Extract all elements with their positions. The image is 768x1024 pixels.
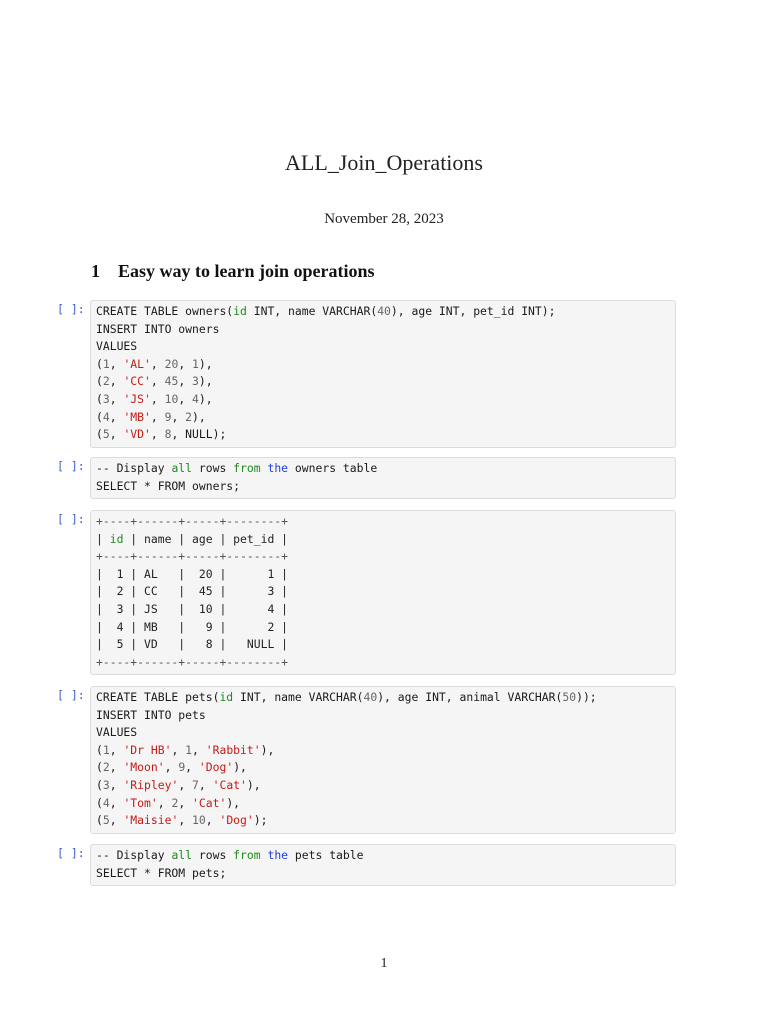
code-token: 2	[102, 374, 110, 389]
output-box	[90, 510, 676, 675]
code-token: SELECT * FROM owners;	[96, 478, 241, 493]
cell-prompt: [ ]:	[57, 688, 85, 702]
page-number: 1	[380, 956, 388, 971]
code-token: (	[96, 795, 103, 810]
code-token: ,	[178, 374, 193, 389]
code-token: ),	[260, 742, 275, 757]
code-token: 1	[185, 742, 193, 757]
code-token: ,	[109, 777, 124, 792]
code-line	[96, 303, 671, 321]
output-line	[96, 619, 671, 637]
code-token: VALUES	[96, 339, 138, 354]
code-token: 3	[192, 374, 199, 389]
code-token: pets table	[288, 848, 364, 862]
code-token: ,	[178, 777, 193, 792]
code-token: ,	[178, 356, 193, 371]
code-token: ,	[178, 391, 193, 406]
code-line	[96, 707, 671, 725]
code-input-box[interactable]	[90, 844, 676, 886]
code-line	[96, 460, 671, 478]
code-line	[96, 847, 671, 865]
code-token: 'Cat'	[192, 795, 227, 810]
code-token: ,	[109, 427, 124, 442]
code-token: 5	[102, 427, 110, 442]
cell-prompt: [ ]:	[57, 512, 85, 526]
code-token: ,	[150, 356, 165, 371]
code-token: 10	[164, 391, 179, 406]
code-line	[96, 373, 671, 391]
code-token: 1	[102, 356, 110, 371]
code-token: ,	[198, 777, 213, 792]
code-token: ,	[171, 409, 186, 424]
code-token: 'Dog'	[198, 760, 234, 775]
code-token: 2	[171, 795, 179, 810]
code-token: from	[233, 461, 261, 475]
code-token: ),	[198, 356, 213, 371]
code-token: CREATE TABLE owners(	[96, 304, 234, 318]
code-token: ,	[109, 391, 124, 406]
code-token: INSERT INTO pets	[96, 707, 206, 722]
code-token: (	[96, 356, 103, 371]
code-line	[96, 689, 671, 707]
code-token: INT, name VARCHAR(	[233, 690, 364, 704]
code-line	[96, 865, 671, 883]
code-token: 10	[192, 813, 206, 828]
code-token: ), age INT, animal VARCHAR(	[377, 690, 563, 704]
code-token: 40	[377, 304, 391, 318]
code-token: 'Moon'	[123, 760, 165, 775]
section-number: 1	[91, 261, 100, 281]
code-line	[96, 777, 671, 795]
code-token: 4	[192, 391, 199, 406]
code-token: owners table	[288, 461, 378, 475]
code-token: +----+------+-----+--------+	[96, 514, 289, 528]
code-token: 'Rabbit'	[205, 742, 261, 757]
output-line	[96, 654, 671, 672]
output-line	[96, 583, 671, 601]
code-token: ,	[164, 760, 179, 775]
code-line	[96, 478, 671, 496]
code-token: +----+------+-----+--------+	[96, 549, 289, 564]
code-token: 'VD'	[123, 427, 151, 442]
code-token: ,	[157, 795, 172, 810]
code-token: ,	[192, 742, 206, 757]
code-input-box[interactable]	[90, 686, 676, 834]
code-token: (	[96, 427, 103, 442]
code-token: from	[233, 848, 261, 862]
code-token: SELECT * FROM pets;	[96, 865, 227, 880]
code-token: 'AL'	[123, 356, 151, 371]
code-token: | name | age | pet_id |	[123, 531, 289, 546]
code-token: the	[267, 848, 289, 862]
code-token: CREATE TABLE pets(	[96, 690, 220, 704]
cell-prompt: [ ]:	[57, 459, 85, 473]
code-line	[96, 795, 671, 813]
code-token: | 2 | CC | 45 | 3 |	[96, 584, 289, 599]
code-line	[96, 321, 671, 339]
code-token: 'Dog'	[219, 813, 254, 828]
code-token: 4	[102, 795, 110, 810]
code-token: VALUES	[96, 725, 138, 740]
code-token: (	[96, 813, 103, 828]
code-token: 20	[164, 356, 179, 371]
section-heading	[91, 261, 375, 282]
code-token: ,	[109, 356, 124, 371]
code-token: 'MB'	[123, 409, 151, 424]
code-token: | 1 | AL | 20 | 1 |	[96, 566, 289, 581]
code-token: ,	[109, 813, 124, 828]
code-token: 3	[102, 391, 110, 406]
code-token: ,	[109, 760, 124, 775]
output-line	[96, 513, 671, 531]
code-token: 45	[164, 374, 179, 389]
code-token: , NULL);	[171, 427, 227, 442]
code-token: ,	[109, 374, 124, 389]
code-token: INT, name VARCHAR(	[246, 304, 378, 318]
code-token: ,	[150, 374, 165, 389]
code-token: ,	[205, 813, 220, 828]
code-token: 'Dr HB'	[123, 742, 172, 757]
code-token: ,	[109, 742, 124, 757]
code-token: id	[109, 531, 124, 546]
code-line	[96, 724, 671, 742]
document-date: November 28, 2023	[324, 211, 444, 227]
code-token: 9	[164, 409, 172, 424]
code-token: 9	[178, 760, 186, 775]
code-token: (	[96, 391, 103, 406]
code-token: (	[96, 777, 103, 792]
code-token: -- Display	[96, 461, 172, 475]
code-token: ,	[109, 795, 124, 810]
code-token: rows	[192, 848, 234, 862]
code-token: ,	[178, 813, 193, 828]
code-token: 7	[192, 777, 199, 792]
code-token: INSERT INTO owners	[96, 321, 220, 336]
code-token: 50	[562, 690, 577, 704]
document-title: ALL_Join_Operations	[285, 150, 483, 175]
code-token: ));	[576, 690, 597, 704]
code-token: ), age INT, pet_id INT);	[390, 304, 556, 318]
code-token: ,	[150, 427, 165, 442]
code-token: ,	[185, 760, 199, 775]
code-token: id	[219, 690, 234, 704]
output-line	[96, 566, 671, 584]
section-title: Easy way to learn join operations	[118, 261, 375, 281]
code-line	[96, 391, 671, 409]
code-token: ,	[171, 742, 186, 757]
code-token: 2	[102, 760, 110, 775]
code-token: | 5 | VD | 8 | NULL |	[96, 637, 289, 652]
code-token: 'CC'	[123, 374, 151, 389]
code-token: 1	[102, 742, 110, 757]
code-token: ),	[246, 777, 261, 792]
code-token: ,	[150, 409, 165, 424]
code-line	[96, 742, 671, 760]
code-input-box[interactable]	[90, 300, 676, 448]
code-token: 3	[102, 777, 110, 792]
code-token: 2	[185, 409, 193, 424]
code-token: rows	[192, 461, 234, 475]
code-token: (	[96, 760, 103, 775]
output-line	[96, 601, 671, 619]
code-token: ),	[233, 760, 247, 775]
code-input-box[interactable]	[90, 457, 676, 499]
code-token: -- Display	[96, 848, 172, 862]
code-token: 'Maisie'	[123, 813, 179, 828]
code-token: ,	[109, 409, 124, 424]
cell-prompt: [ ]:	[57, 302, 85, 316]
code-token: | 4 | MB | 9 | 2 |	[96, 619, 289, 634]
code-line	[96, 409, 671, 427]
code-token: ),	[198, 391, 213, 406]
code-line	[96, 426, 671, 444]
code-token: (	[96, 742, 103, 757]
output-line	[96, 531, 671, 549]
code-token: +----+------+-----+--------+	[96, 654, 289, 669]
code-token: 8	[164, 427, 172, 442]
code-token: 'Cat'	[212, 777, 247, 792]
code-token: ,	[150, 391, 165, 406]
code-line	[96, 812, 671, 830]
code-token: 1	[192, 356, 199, 371]
code-token: ),	[226, 795, 241, 810]
code-token: );	[253, 813, 268, 828]
code-token: all	[171, 848, 193, 862]
code-token: 'JS'	[123, 391, 151, 406]
code-line	[96, 759, 671, 777]
code-token: all	[171, 461, 193, 475]
code-line	[96, 356, 671, 374]
code-token: 'Ripley'	[123, 777, 179, 792]
code-token: ),	[192, 409, 206, 424]
cell-prompt: [ ]:	[57, 846, 85, 860]
code-token: 'Tom'	[123, 795, 158, 810]
code-token: 40	[363, 690, 378, 704]
code-token: ),	[198, 374, 213, 389]
code-token: (	[96, 409, 103, 424]
code-token: |	[96, 531, 110, 546]
output-line	[96, 636, 671, 654]
code-line	[96, 338, 671, 356]
code-token: | 3 | JS | 10 | 4 |	[96, 601, 289, 616]
code-token: (	[96, 374, 103, 389]
code-token: ,	[178, 795, 193, 810]
code-token: id	[233, 304, 247, 318]
code-token: the	[267, 461, 289, 475]
output-line	[96, 548, 671, 566]
code-token: 4	[102, 409, 110, 424]
code-token: 5	[102, 813, 110, 828]
